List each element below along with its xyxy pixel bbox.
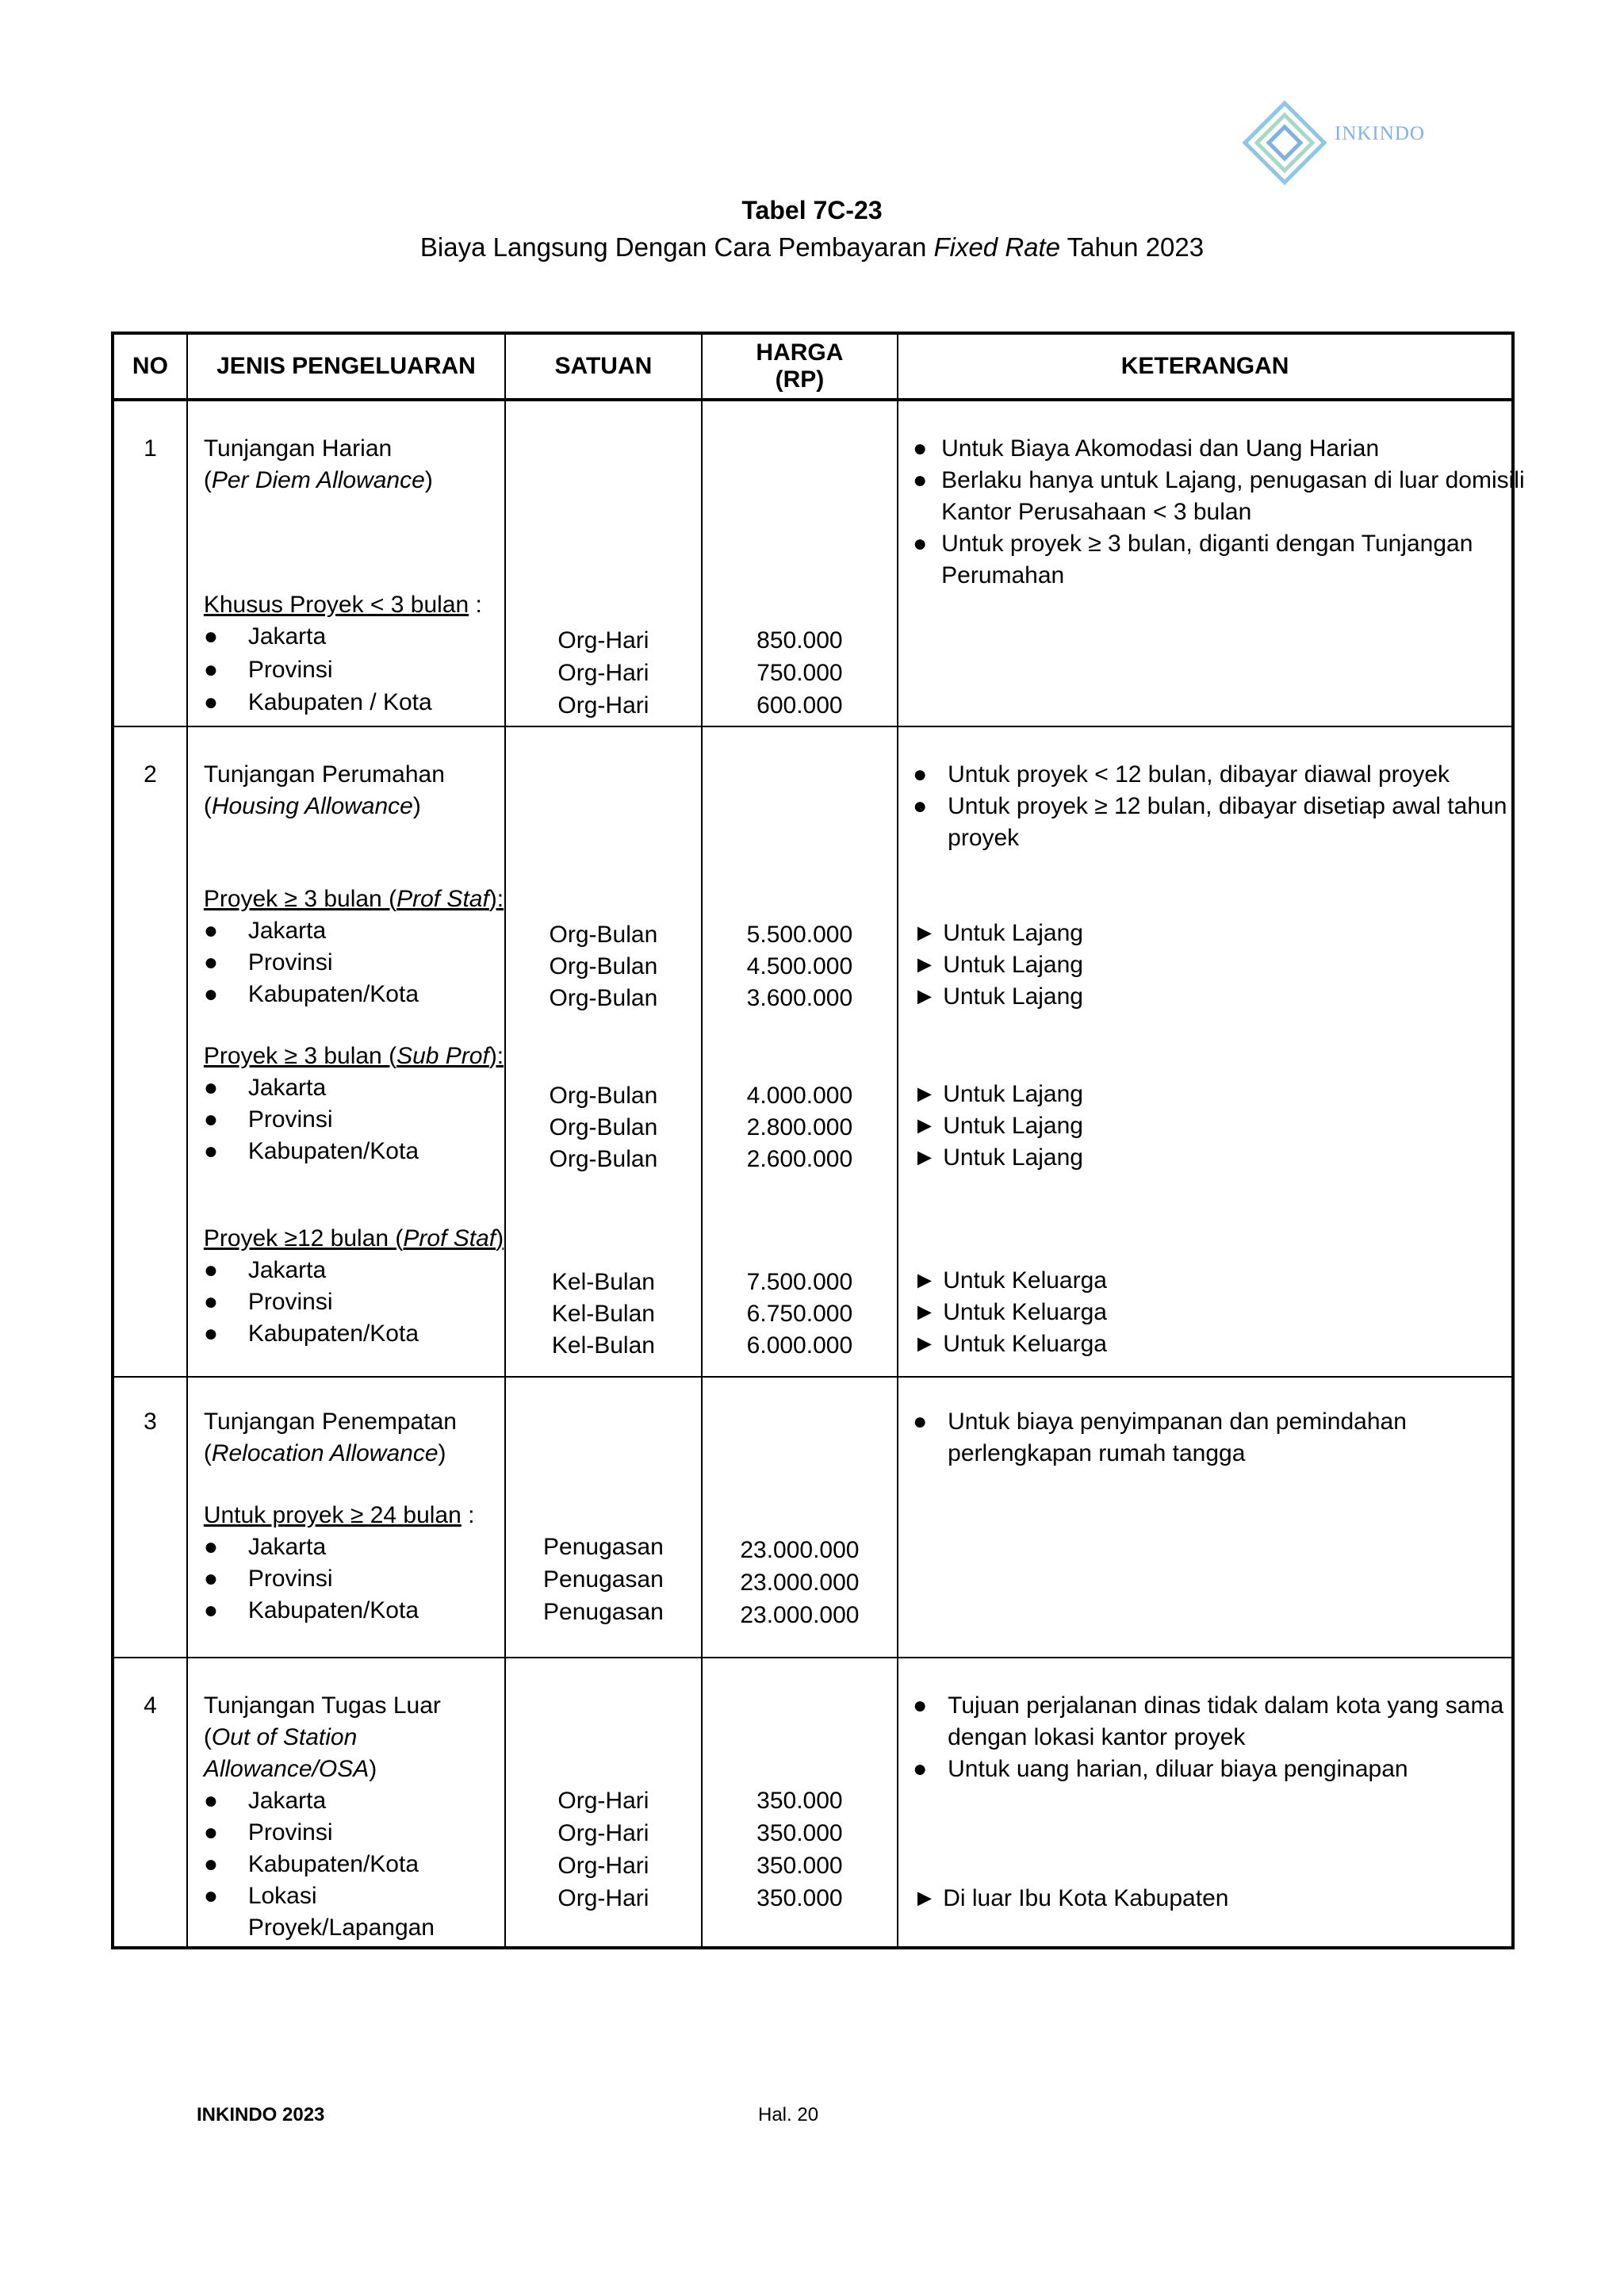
table-subtitle: Biaya Langsung Dengan Cara Pembayaran Fixed Rate Tahun 2023 <box>419 232 1205 262</box>
row-jenis: Tunjangan Tugas Luar (Out of Station Allowance/OSA) ● Jakarta ● Provinsi ● Kabupaten/Kota ● Lokasi Proyek/Lapangan <box>187 1658 505 1948</box>
table-header-row <box>113 333 1513 400</box>
row-no: 1 <box>113 400 187 726</box>
row-jenis: Tunjangan Perumahan (Housing Allowance) Proyek ≥ 3 bulan (Prof Staf): ● Jakarta ● Provinsi ● Kabupaten/Kota Proyek ≥ 3 bulan (Sub Prof): ● Jakarta ● Provinsi ● Kabupaten/Kota Proyek ≥12 bulan (Prof Staf) ● Jakarta ● Provinsi ● Kabupaten/Kota <box>187 726 505 1377</box>
header-satuan: SATUAN <box>505 333 702 400</box>
row-satuan: Org-Hari Org-Hari Org-Hari Org-Hari <box>505 1658 702 1948</box>
table-row <box>113 1377 1513 1658</box>
row-satuan: Penugasan Penugasan Penugasan <box>505 1377 702 1658</box>
table-title: Tabel 7C-23 <box>741 196 883 224</box>
page-number: Hal. 20 <box>758 2104 819 2125</box>
row-keterangan: ● Untuk proyek < 12 bulan, dibayar diawal proyek ● Untuk proyek ≥ 12 bulan, dibayar disetiap awal tahun proyek ► Untuk Lajang ► Untuk Lajang ► Untuk Lajang ► Untuk Lajang ► Untuk Lajang ► Untuk Lajang ► Untuk Keluarga ► Untuk Keluarga ► Untuk Keluarga <box>898 726 1513 1377</box>
logo-text: INKINDO <box>1335 123 1425 144</box>
row-keterangan: ● Untuk Biaya Akomodasi dan Uang Harian ● Berlaku hanya untuk Lajang, penugasan di luar domisili Kantor Perusahaan < 3 bulan ● Untuk proyek ≥ 3 bulan, diganti dengan Tunjangan Perumahan <box>898 400 1513 726</box>
footer-left: INKINDO 2023 <box>197 2104 325 2125</box>
row-no: 4 <box>113 1658 187 1948</box>
header-keterangan: KETERANGAN <box>898 333 1513 400</box>
row-no: 2 <box>113 726 187 1377</box>
row-harga: 850.000 750.000 600.000 <box>702 400 898 726</box>
header-jenis: JENIS PENGELUARAN <box>187 333 505 400</box>
row-no: 3 <box>113 1377 187 1658</box>
row-harga: 350.000 350.000 350.000 350.000 <box>702 1658 898 1948</box>
inkindo-logo <box>1241 99 1431 186</box>
table-row <box>113 400 1513 726</box>
header-harga: HARGA (RP) <box>702 333 898 400</box>
row-harga: 5.500.000 4.500.000 3.600.000 4.000.000 2.800.000 2.600.000 7.500.000 6.750.000 6.000.000 <box>702 726 898 1377</box>
allowance-table <box>111 332 1525 1949</box>
row-jenis: Tunjangan Penempatan (Relocation Allowance) Untuk proyek ≥ 24 bulan : ● Jakarta ● Provinsi ● Kabupaten/Kota <box>187 1377 505 1658</box>
row-satuan: Org-Hari Org-Hari Org-Hari <box>505 400 702 726</box>
header-no: NO <box>113 333 187 400</box>
inkindo-diamond-logo-icon <box>1241 99 1328 186</box>
row-harga: 23.000.000 23.000.000 23.000.000 <box>702 1377 898 1658</box>
row-keterangan: ● Untuk biaya penyimpanan dan pemindahan perlengkapan rumah tangga <box>898 1377 1513 1658</box>
row-jenis: Tunjangan Harian (Per Diem Allowance) Khusus Proyek < 3 bulan : ● Jakarta ● Provinsi ● Kabupaten / Kota <box>187 400 505 726</box>
table-row <box>113 1658 1513 1948</box>
row-satuan: Org-Bulan Org-Bulan Org-Bulan Org-Bulan Org-Bulan Org-Bulan Kel-Bulan Kel-Bulan Kel-Bulan <box>505 726 702 1377</box>
row-keterangan: ● Tujuan perjalanan dinas tidak dalam kota yang sama dengan lokasi kantor proyek ● Untuk uang harian, diluar biaya penginapan ► Di luar Ibu Kota Kabupaten <box>898 1658 1513 1948</box>
table-row <box>113 726 1513 1377</box>
